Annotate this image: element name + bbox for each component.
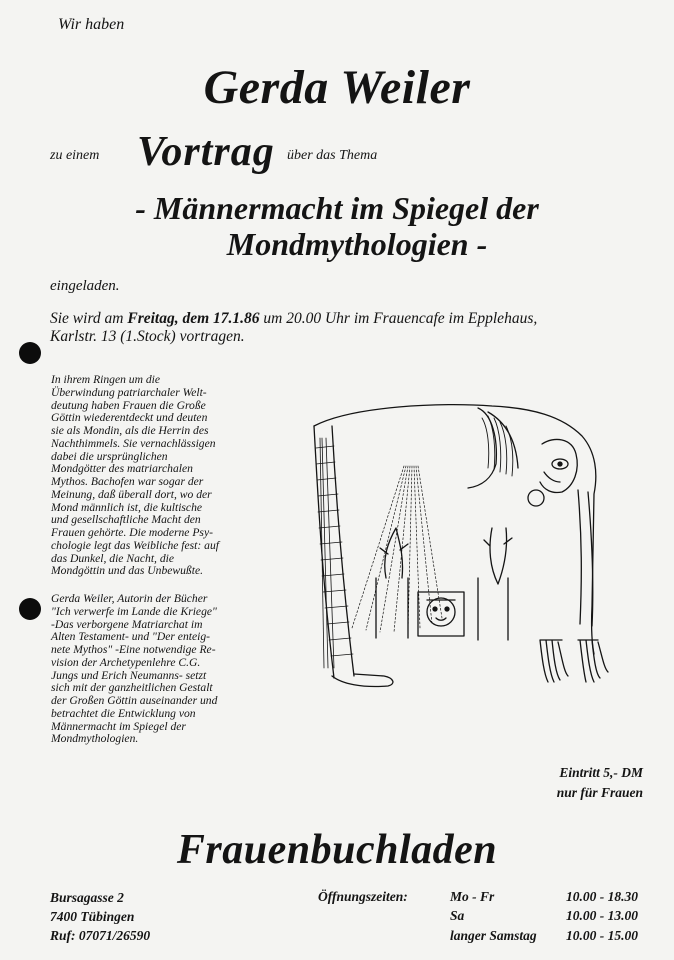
- intro-text: Wir haben: [58, 16, 125, 33]
- event-details-line-1: [50, 310, 537, 328]
- paragraph-line: Überwindung patriarchaler Welt-: [51, 385, 207, 399]
- lecture-word: Vortrag: [137, 129, 275, 175]
- description-paragraph-2: [51, 593, 262, 746]
- paragraph-line: Mond männlich ist, die kultische: [51, 500, 203, 514]
- hours-days: langer Samstag: [450, 928, 537, 943]
- paragraph-line: "Ich verwerfe im Lande die Kriege": [51, 604, 217, 618]
- paragraph-line: -Das verborgene Matriarchat im: [51, 617, 203, 631]
- event-date: Freitag, dem 17.1.86: [127, 310, 260, 327]
- lecture-prefix: zu einem: [50, 148, 100, 163]
- hours-time: 10.00 - 13.00: [566, 908, 638, 923]
- paragraph-line: chologie legt das Weibliche fest: auf: [51, 538, 219, 552]
- invited-text: eingeladen.: [50, 278, 120, 294]
- paragraph-line: Männermacht im Spiegel der: [51, 719, 186, 733]
- opening-hours-label: Öffnungszeiten:: [318, 889, 408, 904]
- paragraph-line: nete Mythos" -Eine notwendige Re-: [51, 643, 216, 656]
- admission-audience: nur für Frauen: [556, 785, 643, 800]
- paragraph-line: und gesellschaftliche Macht den: [51, 513, 201, 527]
- hours-time: 10.00 - 18.30: [566, 889, 638, 904]
- paragraph-line: deutung haben Frauen die Große: [51, 398, 206, 412]
- topic-title-line-2: Mondmythologien -: [226, 226, 488, 262]
- paragraph-line: Mondgötter des matriarchalen: [51, 462, 193, 476]
- egyptian-sky-goddess-illustration: [292, 378, 638, 700]
- speaker-name: Gerda Weiler: [203, 61, 471, 114]
- paragraph-line: Mondmythologien.: [51, 732, 139, 746]
- paragraph-line: dabei die ursprünglichen: [51, 449, 168, 463]
- bookshop-name: Frauenbuchladen: [176, 827, 498, 873]
- paragraph-line: betrachtet die Entwicklung von: [51, 706, 196, 720]
- address-street: Bursagasse 2: [50, 890, 124, 905]
- address-city: 7400 Tübingen: [50, 909, 135, 924]
- paragraph-line: vision der Archetypenlehre C.G.: [51, 655, 201, 669]
- paragraph-line: Alten Testament- und "Der enteig-: [51, 630, 210, 644]
- paragraph-line: Gerda Weiler, Autorin der Bücher: [51, 592, 208, 605]
- paragraph-line: Frauen gehörte. Die moderne Psy-: [51, 526, 213, 539]
- paragraph-line: Jungs und Erich Neumanns- setzt: [51, 668, 207, 682]
- paragraph-line: Nachthimmels. Sie vernachlässigen: [51, 436, 216, 450]
- paragraph-line: der Großen Göttin auseinander und: [51, 694, 218, 707]
- paragraph-line: das Dunkel, die Nacht, die: [51, 551, 174, 565]
- hours-days: Sa: [450, 908, 465, 923]
- details-part-2: um 20.00 Uhr im Frauencafe im Epplehaus,: [259, 310, 538, 327]
- paragraph-line: In ihrem Ringen um die: [51, 373, 161, 386]
- punch-hole: [19, 598, 41, 620]
- hours-time: 10.00 - 15.00: [566, 928, 638, 943]
- paragraph-line: Meinung, daß überall dort, wo der: [51, 487, 212, 501]
- lecture-suffix: über das Thema: [287, 148, 378, 163]
- hours-days: Mo - Fr: [450, 889, 495, 904]
- paragraph-line: sich mit der ganzheitlichen Gestalt: [51, 681, 213, 695]
- punch-hole: [19, 342, 41, 364]
- paragraph-line: Mythos. Bachofen war sogar der: [51, 475, 204, 488]
- topic-title-line-1: - Männermacht im Spiegel der: [135, 190, 539, 226]
- admission-price: Eintritt 5,- DM: [559, 765, 643, 780]
- event-details-line-2: Karlstr. 13 (1.Stock) vortragen.: [50, 328, 245, 345]
- paragraph-line: Göttin wiederentdeckt und deuten: [51, 411, 208, 425]
- paragraph-line: sie als Mondin, als die Herrin des: [51, 424, 209, 437]
- details-part-1: Sie wird am: [50, 310, 128, 327]
- address-phone: Ruf: 07071/26590: [50, 928, 151, 943]
- description-paragraph-1: [51, 374, 262, 578]
- paragraph-line: Mondgöttin und das Unbewußte.: [51, 564, 203, 578]
